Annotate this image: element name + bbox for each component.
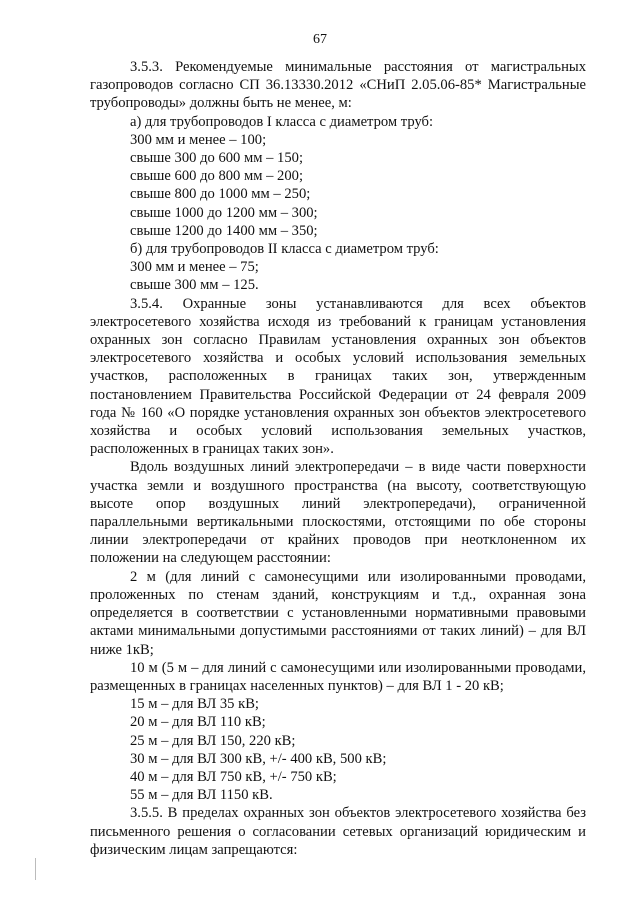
scan-margin-mark: [35, 858, 36, 880]
list-item: 30 м – для ВЛ 300 кВ, +/- 400 кВ, 500 кВ;: [130, 750, 387, 767]
list-item: 20 м – для ВЛ 110 кВ;: [130, 714, 266, 731]
paragraph-3-5-4: 3.5.4. Охранные зоны устанавливаются для всех объектов электросетевого хозяйства исходя из требований к границам установления охранных зон согласно Правилам установления охранных зон объектов электросетевого хозяйства и особых условий использования земельных участков, расположенных в границах таких зон, утвержденным постановлением Правительства Российской Федерации от 24 февраля 2009 года № 160 «О порядке установления охранных зон объектов электросетевого хозяйства и особых условий использования земельных участков, расположенных в границах таких зон».: [90, 295, 586, 458]
list-item: 300 мм и менее – 75;: [130, 259, 259, 276]
document-body: [90, 58, 586, 859]
paragraph-3-5-3: 3.5.3. Рекомендуемые минимальные расстояния от магистральных газопроводов согласно СП 36.13330.2012 «СНиП 2.05.06-85* Магистральные трубопроводы» должны быть не менее, м:: [90, 59, 586, 112]
list-item: свыше 600 до 800 мм – 200;: [130, 168, 303, 185]
paragraph-10m-zone: 10 м (5 м – для линий с самонесущими или изолированными проводами, размещенных в границах населенных пунктов) – для ВЛ 1 - 20 кВ;: [90, 659, 586, 694]
paragraph-2m-zone: 2 м (для линий с самонесущими или изолированными проводами, проложенных по стенам зданий, конструкциям и т.д., охранная зона определяется в соответствии с установленными нормативными правовыми актами минимальными допустимыми расстояниями от таких линий) – для ВЛ ниже 1кВ;: [90, 568, 586, 658]
list-item: свыше 1000 до 1200 мм – 300;: [130, 204, 318, 221]
list-item: 300 мм и менее – 100;: [130, 131, 267, 148]
list-item: свыше 300 до 600 мм – 150;: [130, 150, 303, 167]
paragraph-overhead-lines: Вдоль воздушных линий электропередачи – в виде части поверхности участка земли и воздушного пространства (на высоту, соответствующую высоте опор воздушных линий электропередачи), ограниченной параллельными вертикальными плоскостями, отстоящими по обе стороны линии электропередачи от крайних проводов при неотклоненном их положении на следующем расстоянии:: [90, 459, 586, 567]
list-item: свыше 300 мм – 125.: [130, 277, 259, 294]
paragraph-3-5-5: 3.5.5. В пределах охранных зон объектов электросетевого хозяйства без письменного решения о согласовании сетевых организаций юридическим и физическим лицам запрещаются:: [90, 805, 586, 858]
page-number: 67: [313, 32, 327, 47]
list-item: б) для трубопроводов II класса с диаметром труб:: [130, 241, 439, 258]
list-item: 15 м – для ВЛ 35 кВ;: [130, 696, 259, 713]
list-item: 55 м – для ВЛ 1150 кВ.: [130, 787, 273, 804]
list-item: 40 м – для ВЛ 750 кВ, +/- 750 кВ;: [130, 768, 337, 785]
list-item: а) для трубопроводов I класса с диаметром труб:: [130, 113, 434, 130]
list-item: 25 м – для ВЛ 150, 220 кВ;: [130, 732, 296, 749]
list-item: свыше 800 до 1000 мм – 250;: [130, 186, 311, 203]
list-item: свыше 1200 до 1400 мм – 350;: [130, 222, 318, 239]
